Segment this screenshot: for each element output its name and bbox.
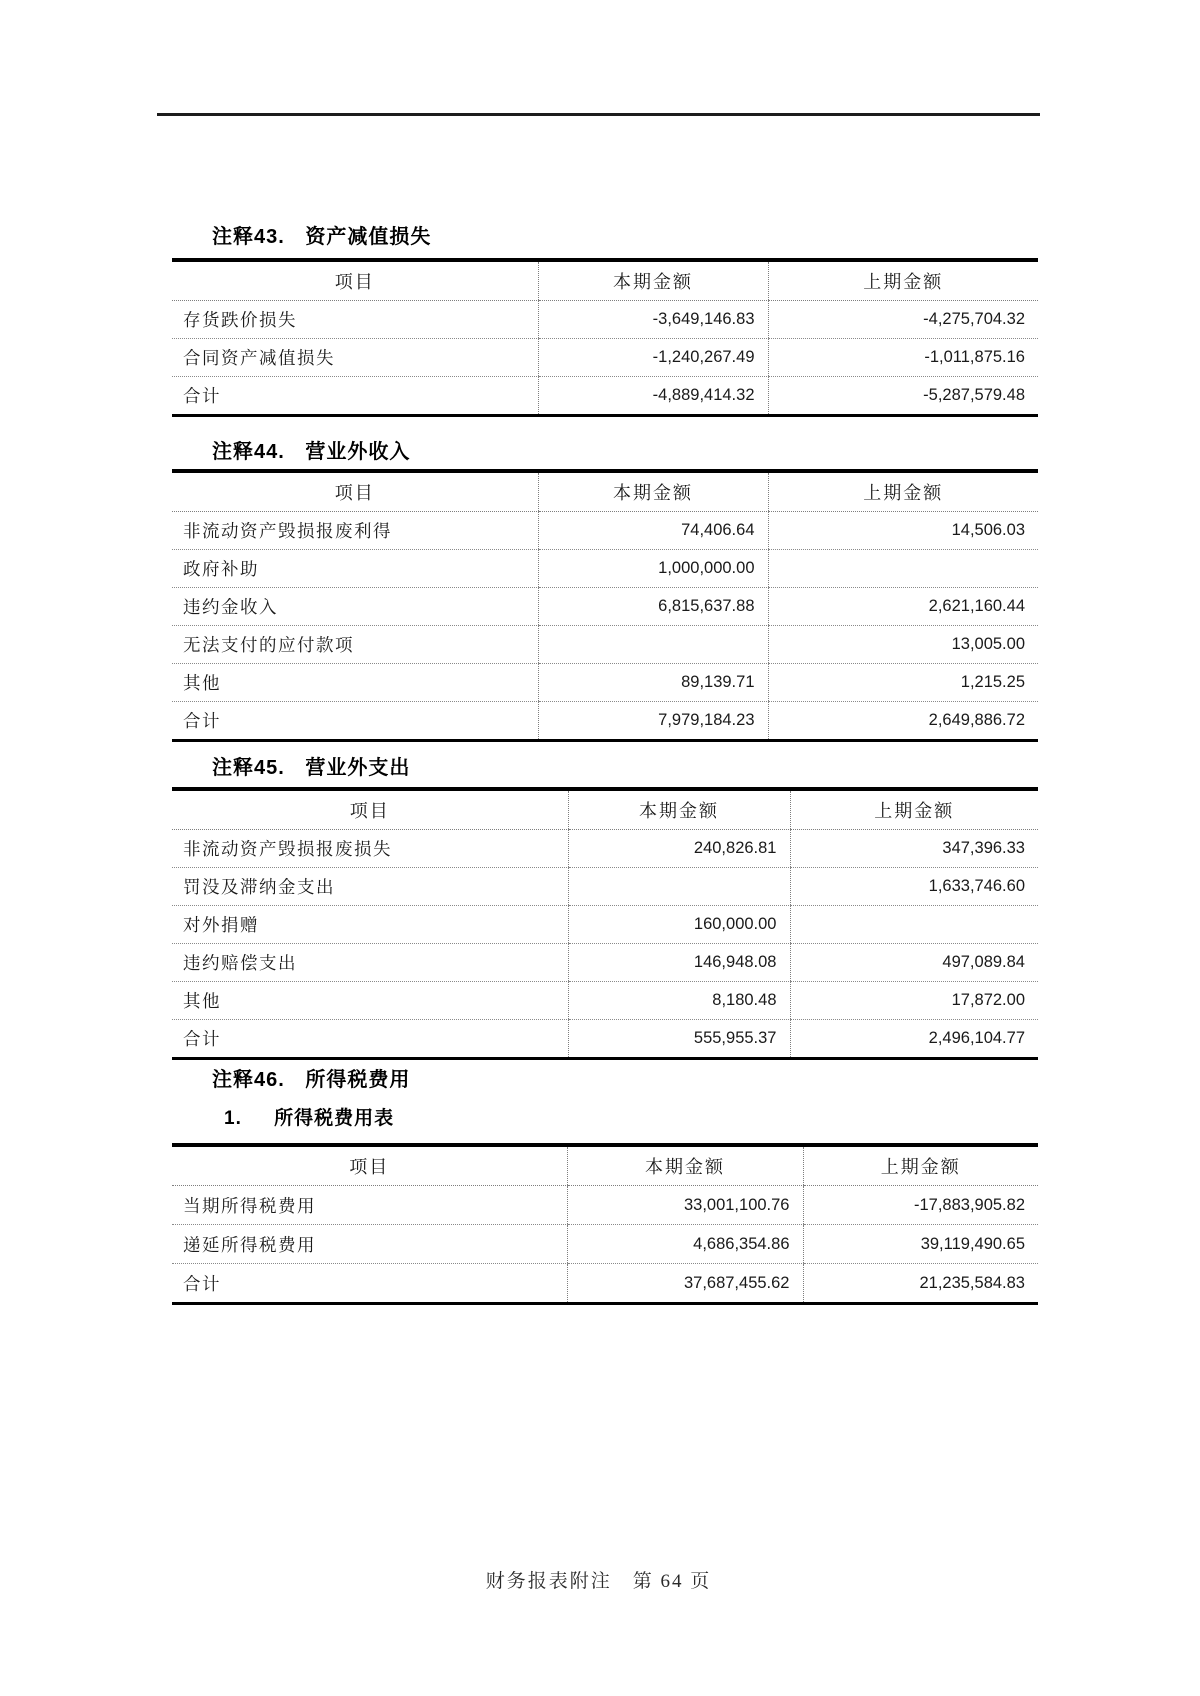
- col-header-current: 本期金额: [567, 1145, 803, 1186]
- row-item-label: 违约金收入: [172, 588, 538, 626]
- table-row: [172, 588, 1038, 626]
- col-header-prior: 上期金额: [768, 260, 1038, 301]
- note46-title-text: 所得税费用: [305, 1069, 411, 1091]
- note44-title-text: 营业外收入: [305, 441, 411, 463]
- page-header-rule: [157, 113, 1040, 116]
- col-header-item: 项目: [172, 1145, 567, 1186]
- row-current-value: 240,826.81: [568, 830, 790, 868]
- row-item-label: 对外捐赠: [172, 906, 568, 944]
- note44-title: [212, 435, 410, 464]
- table-row: [172, 512, 1038, 550]
- row-current-value: 8,180.48: [568, 982, 790, 1020]
- row-item-label: 无法支付的应付款项: [172, 626, 538, 664]
- note45-number: 注释45.: [212, 757, 285, 779]
- col-header-prior: 上期金额: [790, 789, 1038, 830]
- row-item-label: 合计: [183, 711, 221, 731]
- table-row: [172, 944, 1038, 982]
- row-item-label: 其他: [172, 664, 538, 702]
- row-item-label: 合同资产减值损失: [172, 339, 538, 377]
- table-row: [172, 664, 1038, 702]
- note43-table: [172, 258, 1038, 417]
- row-prior-value: 1,633,746.60: [790, 868, 1038, 906]
- row-current-value: 7,979,184.23: [538, 702, 768, 741]
- row-item-label: 合计: [183, 1273, 221, 1294]
- col-header-item: 项目: [172, 789, 568, 830]
- row-prior-value: [790, 906, 1038, 944]
- row-item-label: 罚没及滞纳金支出: [172, 868, 568, 906]
- col-header-current: 本期金额: [538, 260, 768, 301]
- note46-subtitle-number: 1.: [224, 1108, 242, 1129]
- row-prior-value: -17,883,905.82: [803, 1186, 1038, 1225]
- table-row-total: [172, 702, 1038, 741]
- table-row: [172, 626, 1038, 664]
- page-footer: 财务报表附注 第 64 页: [485, 1571, 712, 1592]
- table-row: [172, 830, 1038, 868]
- table-row: [172, 868, 1038, 906]
- row-current-value: 74,406.64: [538, 512, 768, 550]
- row-prior-value: 17,872.00: [790, 982, 1038, 1020]
- row-current-value: -1,240,267.49: [538, 339, 768, 377]
- note46-number: 注释46.: [212, 1069, 285, 1091]
- row-prior-value: 1,215.25: [768, 664, 1038, 702]
- row-current-value: -4,889,414.32: [538, 377, 768, 416]
- note43-number: 注释43.: [212, 226, 285, 248]
- table-row-total: [172, 1020, 1038, 1059]
- row-prior-value: 21,235,584.83: [803, 1264, 1038, 1304]
- row-item-label: 非流动资产毁损报废损失: [172, 830, 568, 868]
- row-prior-value: 2,649,886.72: [768, 702, 1038, 741]
- note46-subtitle-text: 所得税费用表: [274, 1108, 395, 1129]
- col-header-item: 项目: [172, 471, 538, 512]
- row-current-value: [568, 868, 790, 906]
- note46-table: [172, 1143, 1038, 1305]
- col-header-prior: 上期金额: [803, 1145, 1038, 1186]
- note45-table: [172, 787, 1038, 1060]
- row-item-label: 非流动资产毁损报废利得: [172, 512, 538, 550]
- table-row: [172, 1225, 1038, 1264]
- row-prior-value: 39,119,490.65: [803, 1225, 1038, 1264]
- table-row: [172, 982, 1038, 1020]
- row-prior-value: 2,496,104.77: [790, 1020, 1038, 1059]
- row-prior-value: [768, 550, 1038, 588]
- row-current-value: 555,955.37: [568, 1020, 790, 1059]
- table-row: [172, 1186, 1038, 1225]
- col-header-current: 本期金额: [568, 789, 790, 830]
- note44-number: 注释44.: [212, 441, 285, 463]
- table-row: [172, 906, 1038, 944]
- note45-title-text: 营业外支出: [305, 757, 411, 779]
- row-current-value: [538, 626, 768, 664]
- row-current-value: 33,001,100.76: [567, 1186, 803, 1225]
- col-header-current: 本期金额: [538, 471, 768, 512]
- row-item-label: 存货跌价损失: [172, 301, 538, 339]
- row-current-value: -3,649,146.83: [538, 301, 768, 339]
- table-row: [172, 550, 1038, 588]
- row-prior-value: -1,011,875.16: [768, 339, 1038, 377]
- note44-table: [172, 469, 1038, 742]
- row-current-value: 146,948.08: [568, 944, 790, 982]
- table-header-row: [172, 789, 1038, 830]
- note46-title: [212, 1063, 410, 1092]
- table-row: [172, 339, 1038, 377]
- row-item-label: 合计: [183, 1029, 221, 1049]
- row-item-label: 政府补助: [172, 550, 538, 588]
- row-prior-value: -5,287,579.48: [768, 377, 1038, 416]
- row-item-label: 递延所得税费用: [172, 1225, 567, 1264]
- row-item-label: 合计: [183, 386, 221, 406]
- row-current-value: 4,686,354.86: [567, 1225, 803, 1264]
- row-prior-value: 2,621,160.44: [768, 588, 1038, 626]
- table-row-total: [172, 377, 1038, 416]
- row-prior-value: 347,396.33: [790, 830, 1038, 868]
- note43-title: [212, 220, 431, 249]
- row-current-value: 160,000.00: [568, 906, 790, 944]
- row-prior-value: 14,506.03: [768, 512, 1038, 550]
- row-prior-value: -4,275,704.32: [768, 301, 1038, 339]
- table-row: [172, 301, 1038, 339]
- row-current-value: 1,000,000.00: [538, 550, 768, 588]
- row-item-label: 其他: [172, 982, 568, 1020]
- table-header-row: [172, 260, 1038, 301]
- note45-title: [212, 751, 410, 780]
- row-current-value: 89,139.71: [538, 664, 768, 702]
- row-prior-value: 497,089.84: [790, 944, 1038, 982]
- table-header-row: [172, 1145, 1038, 1186]
- note43-title-text: 资产减值损失: [305, 226, 432, 248]
- col-header-item: 项目: [172, 260, 538, 301]
- table-header-row: [172, 471, 1038, 512]
- col-header-prior: 上期金额: [768, 471, 1038, 512]
- row-item-label: 当期所得税费用: [172, 1186, 567, 1225]
- row-current-value: 6,815,637.88: [538, 588, 768, 626]
- table-row-total: [172, 1264, 1038, 1304]
- row-item-label: 违约赔偿支出: [172, 944, 568, 982]
- row-current-value: 37,687,455.62: [567, 1264, 803, 1304]
- row-prior-value: 13,005.00: [768, 626, 1038, 664]
- note46-subtitle: [224, 1103, 394, 1130]
